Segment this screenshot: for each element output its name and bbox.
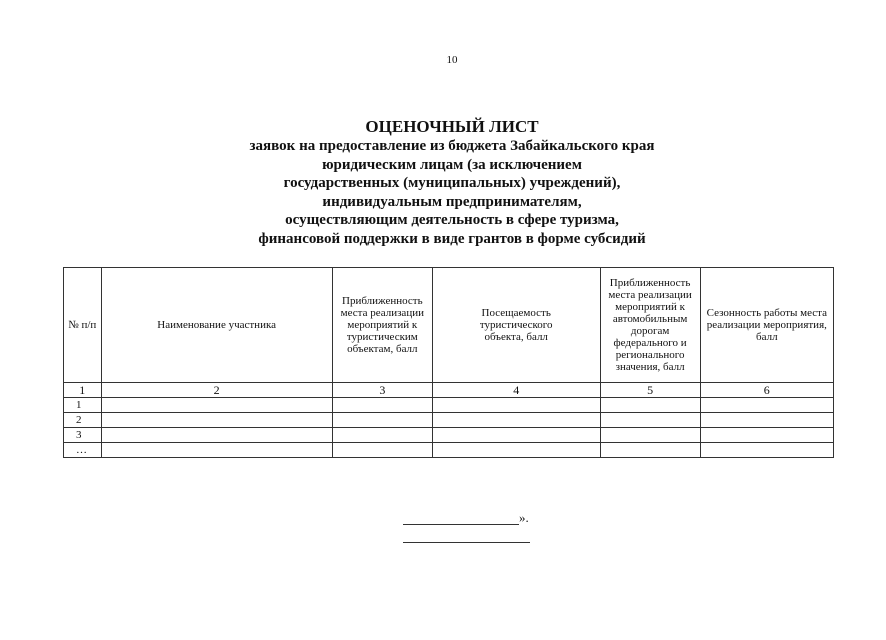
table-row	[64, 428, 834, 443]
footer-line	[403, 524, 519, 525]
header-number: № п/п	[64, 268, 102, 383]
table-cell	[700, 443, 833, 458]
column-number: 1	[64, 383, 102, 398]
table-cell	[101, 443, 332, 458]
table-cell	[700, 398, 833, 413]
column-number: 3	[332, 383, 432, 398]
column-number: 6	[700, 383, 833, 398]
title-line: юридическим лицам (за исключением	[322, 156, 582, 173]
table-cell	[101, 413, 332, 428]
document-title	[0, 117, 886, 249]
column-number: 5	[600, 383, 700, 398]
header-attendance: Посещаемость туристического объекта, балл	[432, 268, 600, 383]
table-cell	[432, 413, 600, 428]
header-seasonality: Сезонность работы места реализации мероприятия, балл	[700, 268, 833, 383]
row-number: 2	[64, 413, 102, 428]
table-row	[64, 413, 834, 428]
table-cell	[332, 428, 432, 443]
evaluation-table	[63, 267, 834, 458]
header-proximity-tourist-objects: Приближенность места реализации мероприятий к туристическим объектам, балл	[332, 268, 432, 383]
title-line: финансовой поддержки в виде грантов в форме субсидий	[258, 230, 646, 247]
table-cell	[600, 443, 700, 458]
table-cell	[332, 398, 432, 413]
table-cell	[600, 428, 700, 443]
table-row	[64, 443, 834, 458]
table-header-row	[64, 268, 834, 383]
table-cell	[101, 398, 332, 413]
title-line: осуществляющим деятельность в сфере туризма,	[285, 212, 619, 229]
table-cell	[600, 413, 700, 428]
table-cell	[600, 398, 700, 413]
table-cell	[101, 428, 332, 443]
table-cell	[432, 443, 600, 458]
table-cell	[700, 428, 833, 443]
row-number: …	[64, 443, 102, 458]
table-cell	[700, 413, 833, 428]
table-cell	[432, 428, 600, 443]
row-number: 1	[64, 398, 102, 413]
column-number: 2	[101, 383, 332, 398]
header-proximity-roads: Приближенность места реализации мероприятий к автомобильным дорогам федерального и регионального значения, балл	[600, 268, 700, 383]
column-number-row	[64, 383, 834, 398]
title-line: заявок на предоставление из бюджета Забайкальского края	[249, 138, 655, 154]
footer-line	[403, 542, 530, 543]
table-cell	[332, 413, 432, 428]
title-line: государственных (муниципальных) учреждений),	[283, 175, 621, 192]
title-main: ОЦЕНОЧНЫЙ ЛИСТ	[365, 117, 539, 136]
table-cell	[332, 443, 432, 458]
table-cell	[432, 398, 600, 413]
footer-closing: ».	[519, 510, 529, 525]
header-participant-name: Наименование участника	[101, 268, 332, 383]
column-number: 4	[432, 383, 600, 398]
table-row	[64, 398, 834, 413]
page-number: 10	[446, 54, 458, 66]
row-number: 3	[64, 428, 102, 443]
title-line: индивидуальным предпринимателям,	[322, 193, 582, 210]
